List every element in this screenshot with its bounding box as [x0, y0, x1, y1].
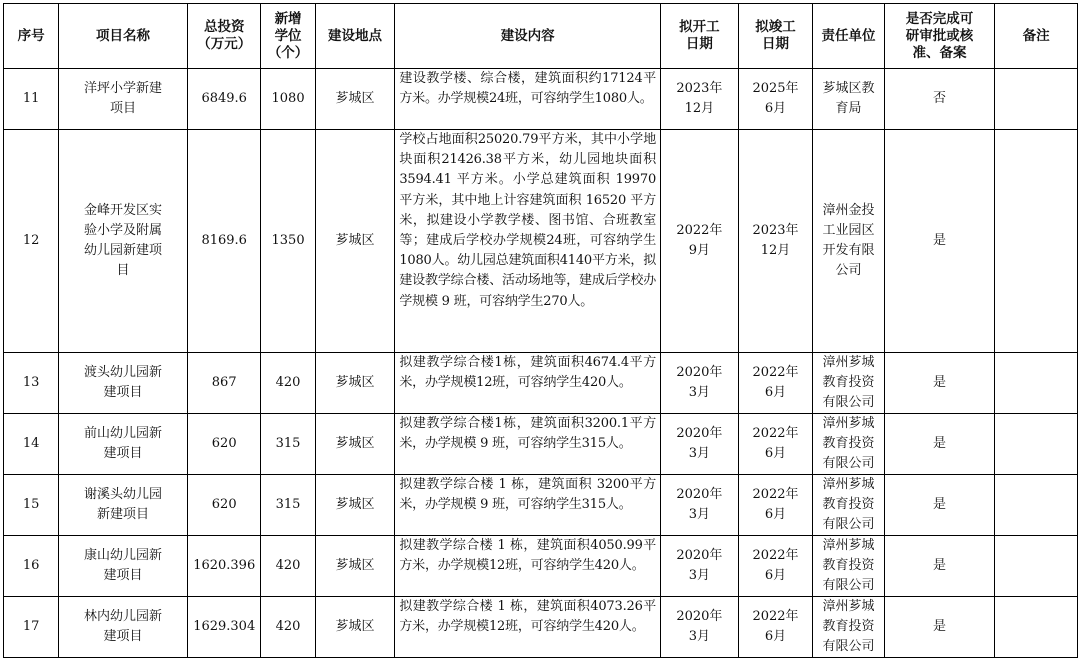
cell-seq: 17	[4, 597, 59, 658]
cell-end-date: 2022年 6月	[738, 597, 813, 658]
cell-content: 学校占地面积25020.79平方米，其中小学地块面积21426.38平方米，幼儿园地块面积 3594.41 平方米。小学总建筑面积 19970 平方米，其中地上计容建筑面积 16520 平方米，拟建设小学教学楼、图书馆、合班教室等；建成后学校办学规模24班，可容纳学生1080人。幼儿园总建筑面积4140平方米，拟建设教学综合楼、活动场地等，建成后学校办学规模 9 班，可容纳学生270人。	[395, 130, 661, 353]
cell-seq: 11	[4, 69, 59, 130]
table-row	[4, 130, 1078, 353]
cell-investment: 6849.6	[187, 69, 261, 130]
cell-investment: 620	[187, 475, 261, 536]
cell-investment: 1620.396	[187, 536, 261, 597]
cell-remark	[995, 597, 1078, 658]
cell-approval: 是	[884, 597, 994, 658]
cell-start-date: 2020年 3月	[661, 536, 739, 597]
cell-investment: 8169.6	[187, 130, 261, 353]
cell-new-seats: 420	[261, 536, 315, 597]
header-project-name: 项目名称	[59, 4, 188, 69]
header-row	[4, 4, 1078, 69]
cell-content: 建设教学楼、综合楼，建筑面积约17124平方米。办学规模24班，可容纳学生1080人。	[395, 69, 661, 130]
cell-seq: 13	[4, 353, 59, 414]
cell-content: 拟建教学综合楼1栋，建筑面积4674.4平方米，办学规模12班，可容纳学生420人。	[395, 353, 661, 414]
cell-start-date: 2022年 9月	[661, 130, 739, 353]
cell-location: 芗城区	[315, 475, 395, 536]
cell-responsible-unit: 漳州金投 工业园区 开发有限 公司	[813, 130, 885, 353]
cell-end-date: 2022年 6月	[738, 536, 813, 597]
cell-responsible-unit: 漳州芗城 教育投资 有限公司	[813, 536, 885, 597]
cell-end-date: 2022年 6月	[738, 353, 813, 414]
table-row	[4, 414, 1078, 475]
cell-start-date: 2020年 3月	[661, 475, 739, 536]
cell-content: 拟建教学综合楼 1 栋，建筑面积4050.99平方米，办学规模12班，可容纳学生420人。	[395, 536, 661, 597]
cell-approval: 是	[884, 475, 994, 536]
table-row	[4, 353, 1078, 414]
header-content: 建设内容	[395, 4, 661, 69]
table-row	[4, 475, 1078, 536]
cell-location: 芗城区	[315, 130, 395, 353]
cell-start-date: 2020年 3月	[661, 414, 739, 475]
cell-responsible-unit: 芗城区教 育局	[813, 69, 885, 130]
cell-project-name: 康山幼儿园新 建项目	[59, 536, 188, 597]
cell-new-seats: 315	[261, 414, 315, 475]
cell-remark	[995, 414, 1078, 475]
cell-content: 拟建教学综合楼 1 栋，建筑面积4073.26平方米，办学规模12班，可容纳学生420人。	[395, 597, 661, 658]
cell-location: 芗城区	[315, 414, 395, 475]
table-row	[4, 69, 1078, 130]
table-row	[4, 536, 1078, 597]
cell-new-seats: 315	[261, 475, 315, 536]
cell-remark	[995, 353, 1078, 414]
cell-approval: 是	[884, 536, 994, 597]
cell-location: 芗城区	[315, 69, 395, 130]
header-end-date: 拟竣工 日期	[738, 4, 813, 69]
cell-project-name: 谢溪头幼儿园 新建项目	[59, 475, 188, 536]
cell-approval: 是	[884, 130, 994, 353]
cell-end-date: 2025年 6月	[738, 69, 813, 130]
cell-remark	[995, 130, 1078, 353]
cell-project-name: 渡头幼儿园新 建项目	[59, 353, 188, 414]
header-seq: 序号	[4, 4, 59, 69]
cell-content: 拟建教学综合楼 1 栋，建筑面积 3200平方米，办学规模 9 班，可容纳学生315人。	[395, 475, 661, 536]
cell-seq: 15	[4, 475, 59, 536]
table-row	[4, 597, 1078, 658]
cell-location: 芗城区	[315, 597, 395, 658]
cell-remark	[995, 69, 1078, 130]
header-start-date: 拟开工 日期	[661, 4, 739, 69]
cell-project-name: 洋坪小学新建 项目	[59, 69, 188, 130]
cell-investment: 1629.304	[187, 597, 261, 658]
cell-new-seats: 420	[261, 353, 315, 414]
cell-location: 芗城区	[315, 536, 395, 597]
header-location: 建设地点	[315, 4, 395, 69]
cell-responsible-unit: 漳州芗城 教育投资 有限公司	[813, 475, 885, 536]
cell-location: 芗城区	[315, 353, 395, 414]
cell-project-name: 前山幼儿园新 建项目	[59, 414, 188, 475]
cell-end-date: 2022年 6月	[738, 414, 813, 475]
header-approval: 是否完成可 研审批或核 准、备案	[884, 4, 994, 69]
cell-remark	[995, 536, 1078, 597]
cell-seq: 12	[4, 130, 59, 353]
cell-investment: 867	[187, 353, 261, 414]
header-new-seats: 新增 学位 （个）	[261, 4, 315, 69]
cell-investment: 620	[187, 414, 261, 475]
cell-end-date: 2023年 12月	[738, 130, 813, 353]
cell-approval: 是	[884, 414, 994, 475]
cell-seq: 16	[4, 536, 59, 597]
cell-start-date: 2020年 3月	[661, 597, 739, 658]
cell-responsible-unit: 漳州芗城 教育投资 有限公司	[813, 597, 885, 658]
cell-responsible-unit: 漳州芗城 教育投资 有限公司	[813, 414, 885, 475]
cell-end-date: 2022年 6月	[738, 475, 813, 536]
cell-new-seats: 1080	[261, 69, 315, 130]
cell-responsible-unit: 漳州芗城 教育投资 有限公司	[813, 353, 885, 414]
cell-start-date: 2020年 3月	[661, 353, 739, 414]
cell-start-date: 2023年 12月	[661, 69, 739, 130]
cell-seq: 14	[4, 414, 59, 475]
cell-approval: 是	[884, 353, 994, 414]
cell-new-seats: 1350	[261, 130, 315, 353]
cell-new-seats: 420	[261, 597, 315, 658]
header-investment: 总投资 （万元）	[187, 4, 261, 69]
cell-project-name: 金峰开发区实 验小学及附属 幼儿园新建项 目	[59, 130, 188, 353]
header-responsible-unit: 责任单位	[813, 4, 885, 69]
cell-approval: 否	[884, 69, 994, 130]
cell-content: 拟建教学综合楼1栋，建筑面积3200.1平方米，办学规模 9 班，可容纳学生315人。	[395, 414, 661, 475]
cell-remark	[995, 475, 1078, 536]
project-table	[3, 3, 1078, 658]
header-remark: 备注	[995, 4, 1078, 69]
cell-project-name: 林内幼儿园新 建项目	[59, 597, 188, 658]
